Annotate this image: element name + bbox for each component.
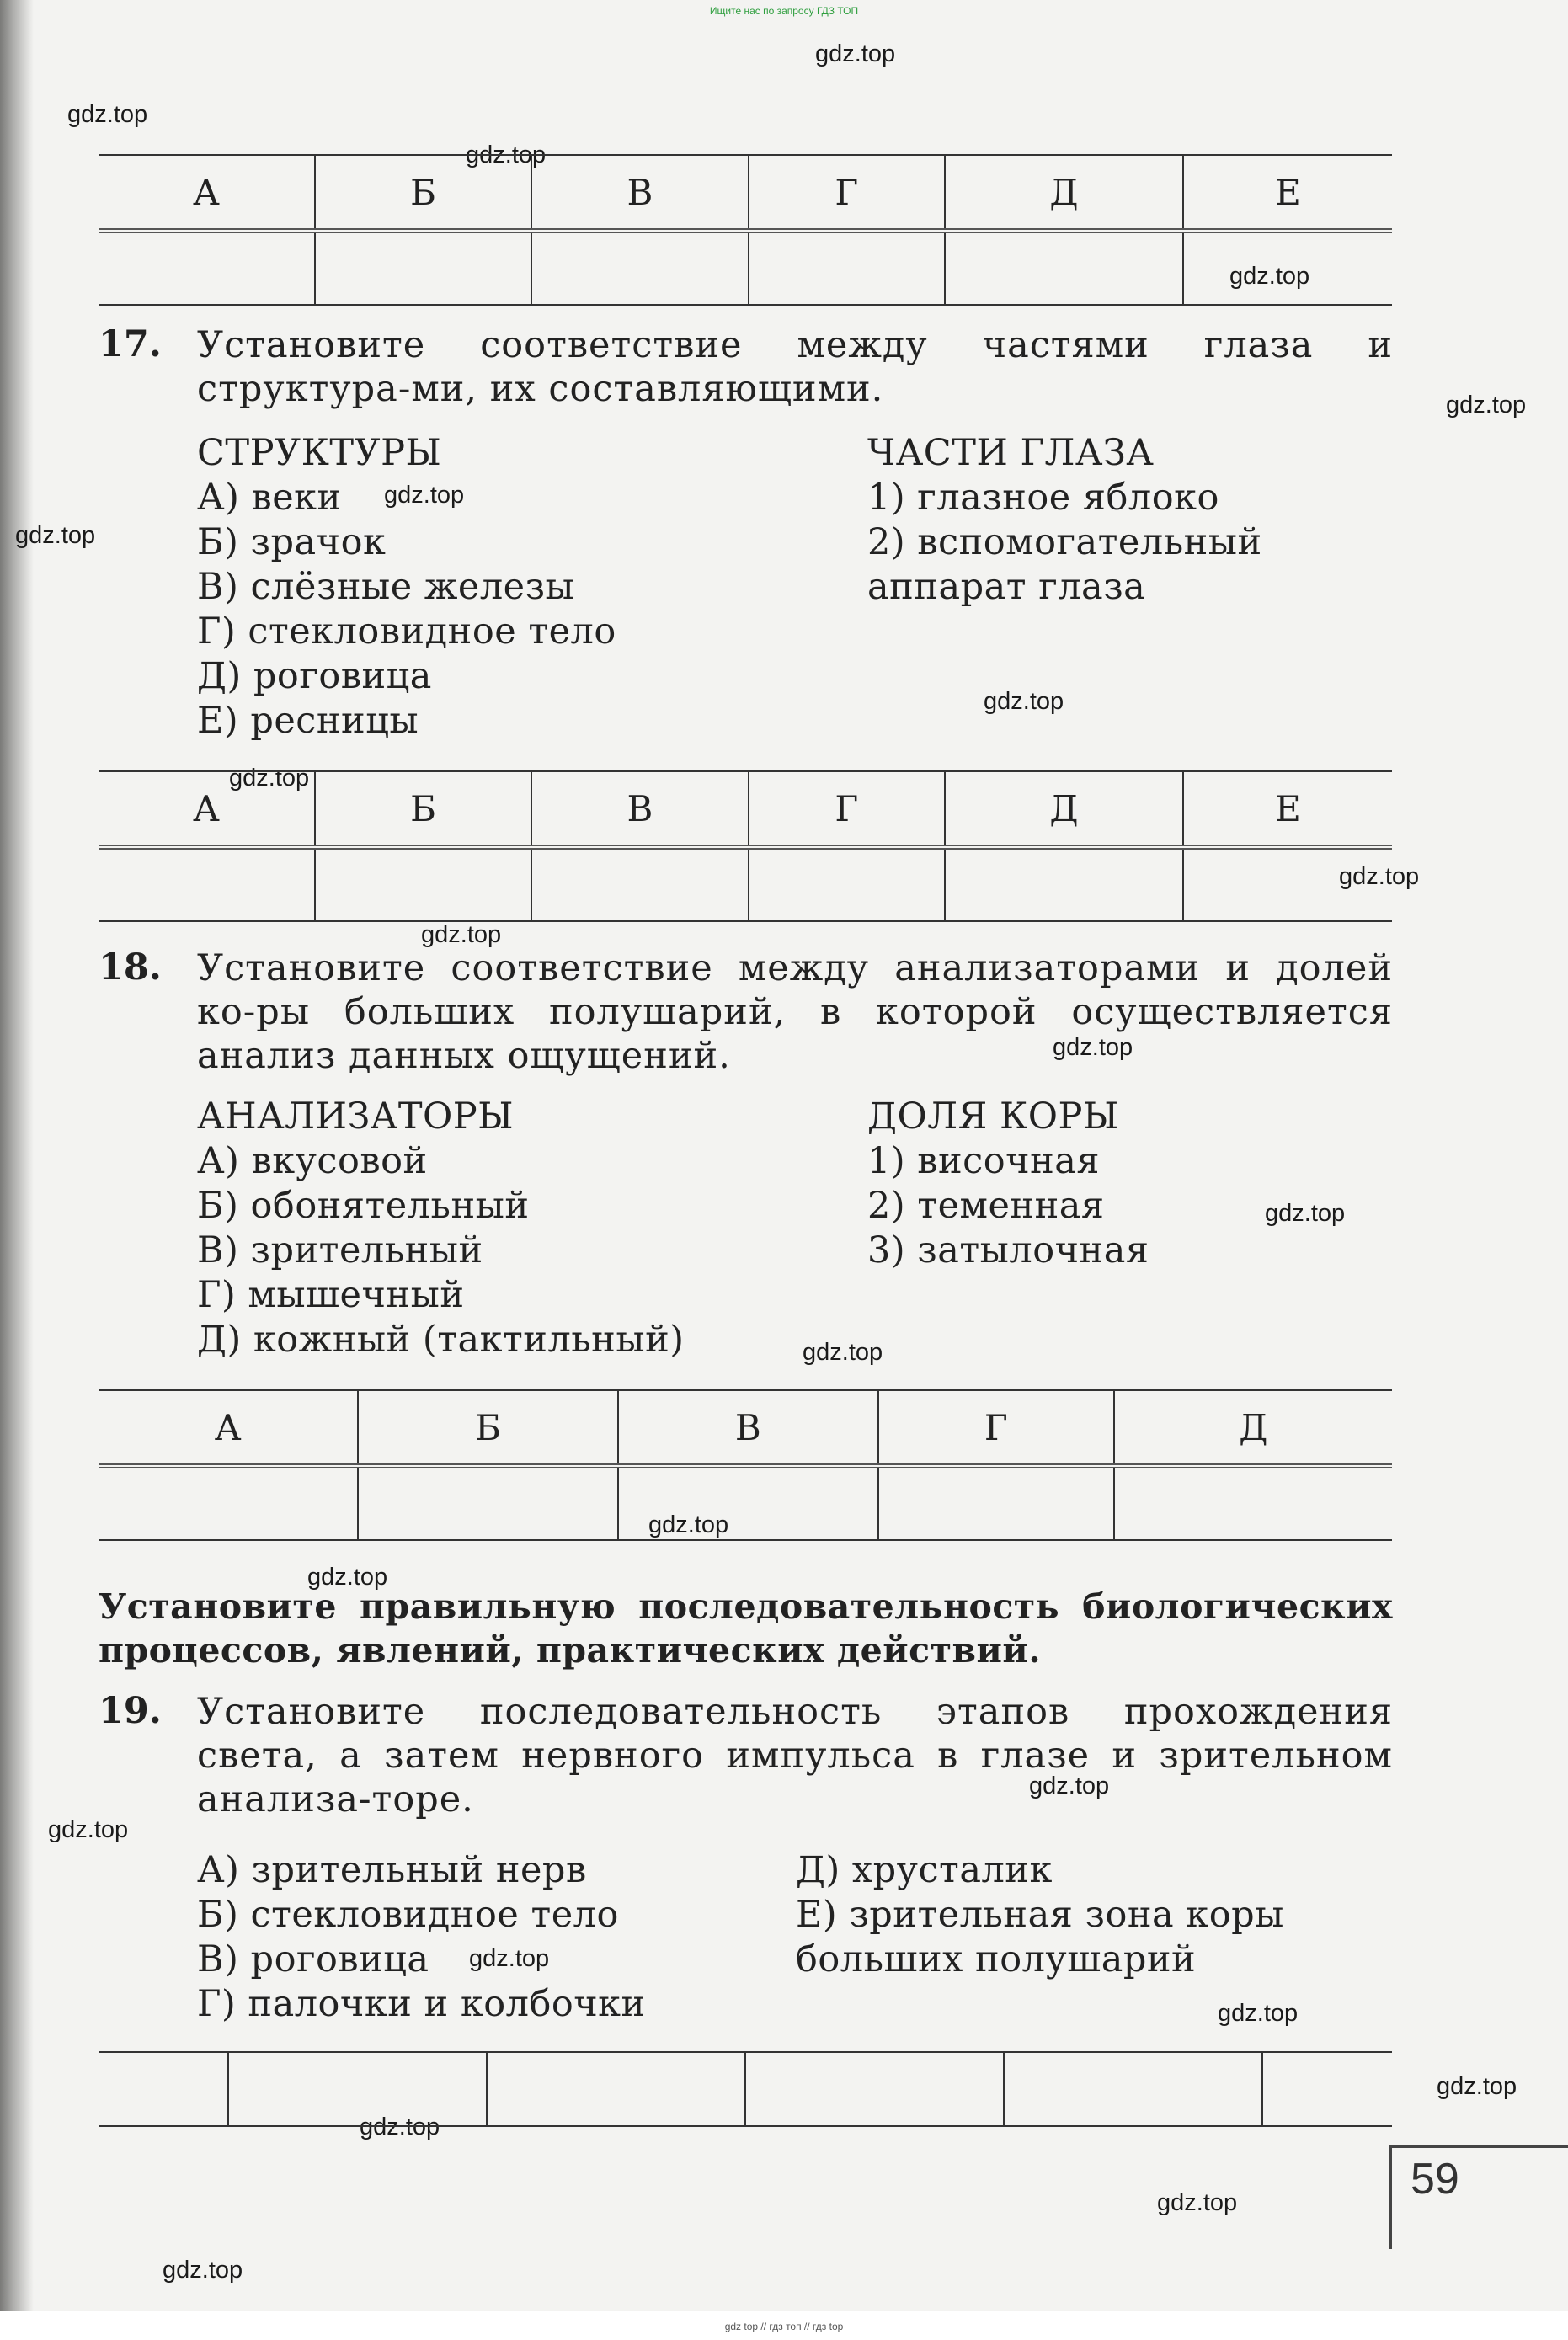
watermark: gdz.top (1229, 263, 1310, 290)
list-item: аппарат глаза (867, 566, 1146, 608)
answer-cell (99, 1466, 358, 1540)
table-header-cell: В (531, 155, 748, 231)
watermark: gdz.top (1339, 863, 1420, 890)
watermark: gdz.top (803, 1339, 883, 1366)
table-header-cell: Г (749, 155, 945, 231)
list-item: Г) мышечный (197, 1274, 465, 1316)
list-item: Б) зрачок (197, 521, 387, 563)
answer-cell (1183, 231, 1392, 305)
answer-table-q17 (99, 770, 1392, 922)
answer-cell (1262, 2052, 1392, 2126)
answer-table-q19 (99, 2051, 1392, 2127)
watermark: gdz.top (15, 522, 96, 549)
list-item: Г) палочки и колбочки (197, 1983, 646, 2025)
answer-cell (618, 1466, 878, 1540)
list-item: В) зрительный (197, 1229, 483, 1271)
table-header-cell: А (99, 771, 315, 847)
answer-cell (99, 847, 315, 921)
list-item: Д) хрусталик (796, 1849, 1053, 1891)
list-item: Е) зрительная зона коры (796, 1894, 1284, 1936)
table-header-cell: Б (358, 1390, 618, 1466)
page-number: 59 (1411, 2155, 1459, 2204)
list-item: 2) вспомогательный (867, 521, 1262, 563)
watermark: gdz.top (1446, 392, 1527, 418)
column-title: СТРУКТУРЫ (197, 432, 442, 474)
stages-right-column (796, 1848, 1284, 1982)
question-number: 18. (99, 946, 162, 989)
list-item: В) слёзные железы (197, 566, 575, 608)
stages-left-column (197, 1848, 646, 2027)
eye-parts-column (867, 431, 1262, 610)
table-header-cell: Д (1114, 1390, 1392, 1466)
list-item: Г) стекловидное тело (197, 610, 616, 653)
list-item: В) роговица (197, 1938, 429, 1980)
question-text: Установите последовательность этапов прохождения света, а затем нервного импульса в глазе и зрительном анализа-торе. (197, 1691, 1393, 1820)
answer-cell (1004, 2052, 1262, 2126)
table-header-cell: Б (315, 155, 531, 231)
watermark: gdz.top (469, 1945, 550, 1972)
list-item: Е) ресницы (197, 700, 419, 742)
list-item: А) вкусовой (197, 1140, 428, 1182)
watermark: gdz.top (1437, 2073, 1517, 2100)
watermark: gdz.top (384, 482, 465, 509)
structures-column (197, 431, 616, 744)
question-text: Установите соответствие между частями глаза и структура-ми, их составляющими. (197, 324, 1393, 410)
question-text: Установите соответствие между анализаторами и долей ко-ры больших полушарий, в которой осуществляется анализ данных ощущений. (197, 947, 1393, 1077)
watermark: gdz.top (815, 40, 896, 67)
answer-cell (99, 2052, 228, 2126)
list-item: 1) глазное яблоко (867, 477, 1219, 519)
watermark: gdz.top (1265, 1200, 1346, 1227)
column-title: ДОЛЯ КОРЫ (867, 1095, 1119, 1138)
answer-table-top (99, 154, 1392, 306)
column-title: ЧАСТИ ГЛАЗА (867, 432, 1155, 474)
list-item: Б) обонятельный (197, 1185, 530, 1227)
answer-cell (531, 231, 748, 305)
table-header-cell: В (618, 1390, 878, 1466)
answer-cell (945, 231, 1183, 305)
watermark: gdz.top (163, 2257, 243, 2284)
table-header-cell: А (99, 1390, 358, 1466)
list-item: Б) стекловидное тело (197, 1894, 619, 1936)
watermark: gdz.top (48, 1816, 129, 1843)
answer-cell (531, 847, 748, 921)
answer-cell (315, 231, 531, 305)
watermark: gdz.top (984, 688, 1064, 715)
watermark: gdz.top (67, 101, 148, 128)
answer-cell (878, 1466, 1114, 1540)
table-header-cell: Д (945, 771, 1183, 847)
answer-cell (745, 2052, 1004, 2126)
table-header-cell: Д (945, 155, 1183, 231)
answer-table-q18 (99, 1389, 1392, 1541)
watermark: gdz.top (1218, 2000, 1299, 2027)
answer-cell (315, 847, 531, 921)
section-instruction: Установите правильную последовательность биологических процессов, явлений, практических действий. (99, 1586, 1393, 1671)
answer-cell (1183, 847, 1392, 921)
book-spine-shadow (0, 0, 34, 2340)
table-header-cell: Е (1183, 771, 1392, 847)
list-item: 1) височная (867, 1140, 1100, 1182)
list-item: 2) теменная (867, 1185, 1105, 1227)
table-header-cell: Г (749, 771, 945, 847)
question-number: 17. (99, 323, 162, 365)
watermark: gdz.top (360, 2113, 440, 2140)
answer-cell (99, 231, 315, 305)
answer-cell (1114, 1466, 1392, 1540)
table-header-cell: Е (1183, 155, 1392, 231)
watermark: gdz.top (1157, 2189, 1238, 2216)
table-header-cell: Г (878, 1390, 1114, 1466)
bottom-banner: gdz top // гдз топ // гдз top (724, 2321, 844, 2332)
cortex-lobe-column (867, 1095, 1149, 1273)
watermark: gdz.top (1053, 1034, 1133, 1061)
watermark: gdz.top (648, 1511, 729, 1538)
watermark: gdz.top (466, 141, 547, 168)
analyzers-column (197, 1095, 685, 1362)
list-item: 3) затылочная (867, 1229, 1149, 1271)
list-item: больших полушарий (796, 1938, 1197, 1980)
answer-cell (749, 847, 945, 921)
list-item: Д) кожный (тактильный) (197, 1319, 685, 1361)
answer-cell (487, 2052, 745, 2126)
answer-cell (945, 847, 1183, 921)
answer-cell (228, 2052, 487, 2126)
answer-cell (749, 231, 945, 305)
table-header-cell: А (99, 155, 315, 231)
watermark: gdz.top (1029, 1772, 1110, 1799)
list-item: А) веки (197, 477, 342, 519)
top-banner: Ищите нас по запросу ГДЗ ТОП (709, 5, 859, 17)
list-item: А) зрительный нерв (197, 1849, 587, 1891)
column-title: АНАЛИЗАТОРЫ (197, 1095, 515, 1138)
question-number: 19. (99, 1690, 162, 1732)
watermark: gdz.top (307, 1564, 388, 1591)
watermark: gdz.top (421, 921, 502, 948)
answer-cell (358, 1466, 618, 1540)
table-header-cell: Б (315, 771, 531, 847)
table-header-cell: В (531, 771, 748, 847)
list-item: Д) роговица (197, 655, 432, 697)
watermark: gdz.top (229, 765, 310, 792)
